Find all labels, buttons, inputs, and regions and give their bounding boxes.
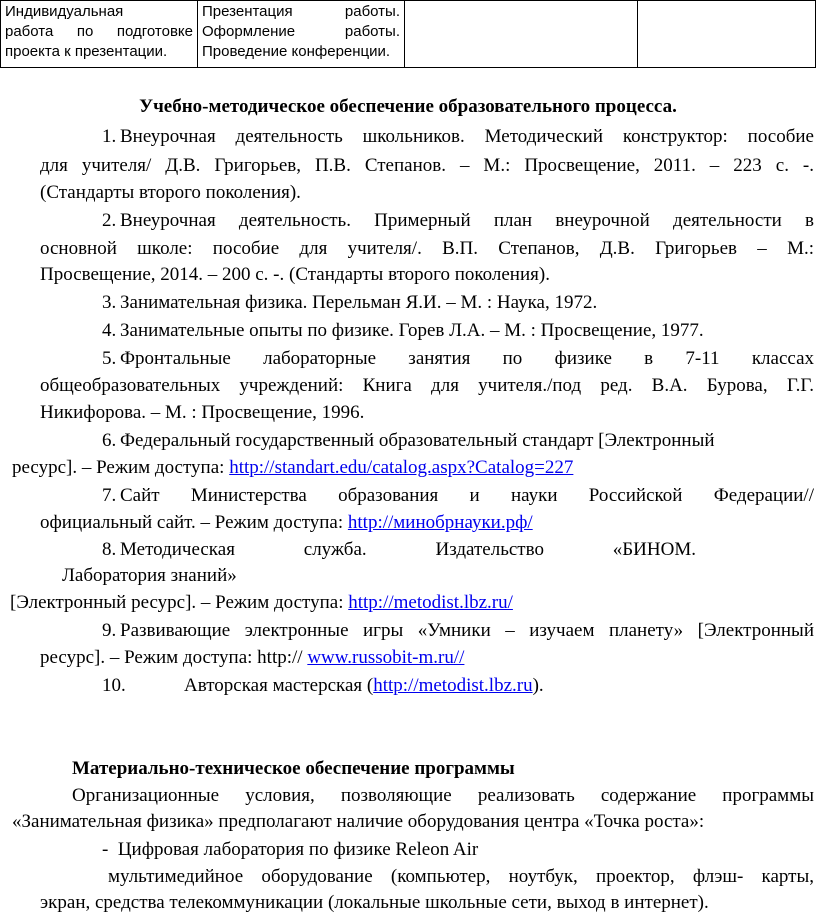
list-number: 7.: [102, 485, 117, 506]
list-item-text: [184, 673, 544, 699]
list-item-text: общеобразовательных учреждений: Книга для учителя./под ред. В.А. Бурова, Г.Г.: [40, 375, 814, 396]
cell-line: проекта к презентации.: [5, 43, 168, 60]
cell-line: Оформление работы.: [202, 23, 400, 40]
list-item-text: Фронтальные лабораторные занятия по физике в 7-11 классах: [120, 348, 814, 369]
table-cell-empty: [638, 1, 816, 68]
list-item-text: Сайт Министерства образования и науки Российской Федерации//: [120, 485, 814, 506]
list-number: 4.: [102, 320, 117, 341]
russobit-link[interactable]: www.russobit-m.ru//: [307, 647, 465, 668]
list-item-text: Внеурочная деятельность. Примерный план внеурочной деятельности в: [120, 210, 814, 231]
list-item-text: Просвещение, 2014. – 200 с. -. (Стандарты второго поколения).: [40, 264, 550, 285]
section-heading: Учебно-методическое обеспечение образовательного процесса.: [139, 96, 677, 117]
list-number: 2.: [102, 210, 117, 231]
metodist-link-2[interactable]: http://metodist.lbz.ru: [373, 675, 533, 696]
list-item-text: для учителя/ Д.В. Григорьев, П.В. Степанов. – М.: Просвещение, 2011. – 223 с. -.: [40, 155, 814, 176]
ministry-link[interactable]: http://минобрнауки.рф/: [347, 512, 533, 533]
link-suffix: ).: [532, 675, 544, 696]
list-number: 9.: [102, 620, 117, 641]
list-item-text: Федеральный государственный образовательный стандарт [Электронный: [120, 430, 715, 451]
list-item-text: основной школе: пособие для учителя/. В.П. Степанов, Д.В. Григорьев – М.:: [40, 238, 814, 259]
cell-line: Индивидуальная: [5, 3, 124, 20]
list-item-text: Занимательная физика. Перельман Я.И. – М. : Наука, 1972.: [120, 292, 598, 313]
cell-line: Презентация работы.: [202, 3, 400, 20]
list-number: 5.: [102, 348, 117, 369]
table-cell-task: [1, 1, 198, 68]
metodist-link[interactable]: http://metodist.lbz.ru/: [348, 592, 513, 613]
list-number: 6.: [102, 430, 117, 451]
top-table: [0, 0, 816, 68]
list-number: 3.: [102, 292, 117, 313]
paragraph-line: «Занимательная физика» предполагают наличие оборудования центра «Точка роста»:: [12, 811, 705, 832]
list-item-text: Никифорова. – М. : Просвещение, 1996.: [40, 402, 365, 423]
cell-line: Проведение конференции.: [202, 43, 391, 60]
list-item-text: [10, 590, 513, 616]
link-prefix: [Электронный ресурс]. – Режим доступа:: [10, 592, 349, 613]
link-prefix: официальный сайт. – Режим доступа:: [40, 512, 348, 533]
section-heading-2: Материально-техническое обеспечение программы: [72, 758, 515, 779]
catalog-link[interactable]: http://standart.edu/catalog.aspx?Catalog=227: [229, 457, 574, 478]
list-item-text: [12, 455, 573, 481]
list-item-text: Развивающие электронные игры «Умники – изучаем планету» [Электронный: [120, 620, 814, 641]
cell-line: работа по подготовке: [5, 23, 193, 40]
list-item-text: [40, 645, 464, 671]
link-prefix: ресурс]. – Режим доступа:: [12, 457, 230, 478]
list-number: 10.: [102, 675, 126, 696]
table-cell-empty: [405, 1, 638, 68]
list-item-text: Методическая служба. Издательство «БИНОМ.: [120, 539, 696, 560]
paragraph-line: мультимедийное оборудование (компьютер, ноутбук, проектор, флэш- карты,: [108, 866, 814, 887]
list-item-text: Лаборатория знаний»: [62, 565, 237, 586]
list-item-text: (Стандарты второго поколения).: [40, 182, 301, 203]
list-item-text: Занимательные опыты по физике. Горев Л.А. – М. : Просвещение, 1977.: [120, 320, 704, 341]
paragraph-line: Организационные условия, позволяющие реализовать содержание программы: [72, 785, 814, 806]
list-number: 1.: [102, 126, 117, 147]
paragraph-line: экран, средства телекоммуникации (локальные школьные сети, выход в интернет).: [40, 892, 709, 913]
link-prefix: ресурс]. – Режим доступа: http://: [40, 647, 308, 668]
list-number: 8.: [102, 539, 117, 560]
link-prefix: Авторская мастерская (: [184, 675, 374, 696]
list-item-text: [40, 510, 533, 536]
list-item-text: Внеурочная деятельность школьников. Методический конструктор: пособие: [120, 126, 814, 147]
table-cell-result: [198, 1, 405, 68]
bullet-item: - Цифровая лаборатория по физике Releon Air: [102, 839, 479, 860]
